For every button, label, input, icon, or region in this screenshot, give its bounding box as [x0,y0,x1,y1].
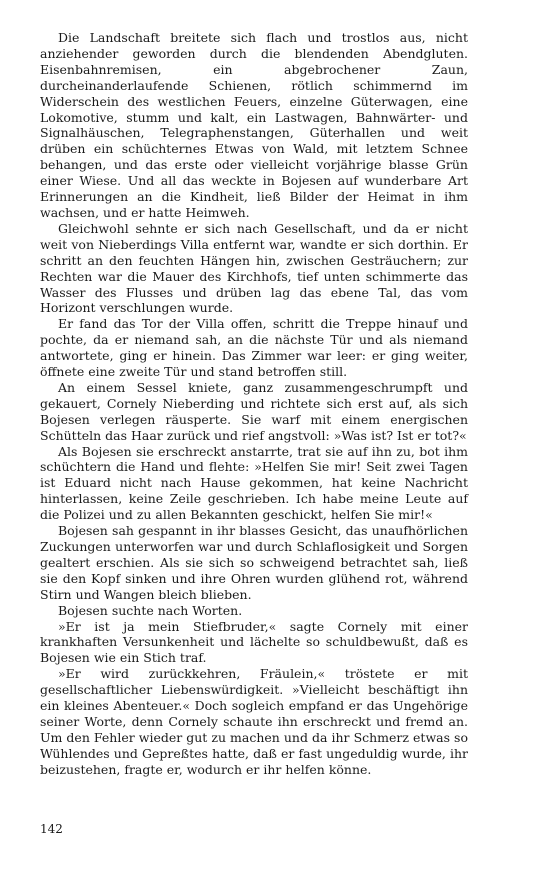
paragraph: Bojesen sah gespannt in ihr blasses Gesicht, das unaufhörlichen Zuckungen unterworfen war und durch Schlaflosigkeit und Sorgen gealtert erschien. Als sie sich so schweigend betrachtet sah, ließ sie den Kopf sinken und ihre Ohren wurden glühend rot, während Stirn und Wangen bleich blieben. [40,523,468,602]
paragraph: Gleichwohl sehnte er sich nach Gesellschaft, und da er nicht weit von Nieberdings Villa entfernt war, wandte er sich dorthin. Er schritt an den feuchten Hängen hin, zwischen Gesträuchern; zur Rechten war die Mauer des Kirchhofs, tief unten schimmerte das Wasser des Flusses und drüben lag das ebene Tal, das vom Horizont verschlungen wurde. [40,220,468,316]
page-number: 142 [40,822,63,836]
paragraph: An einem Sessel kniete, ganz zusammengeschrumpft und gekauert, Cornely Nieberding und richtete sich erst auf, als sich Bojesen verlegen räusperte. Sie warf mit einem energischen Schütteln das Haar zurück und rief angstvoll: »Was ist? Ist er tot?« [40,379,468,443]
paragraph: Als Bojesen sie erschreckt anstarrte, trat sie auf ihn zu, bot ihm schüchtern die Hand und flehte: »Helfen Sie mir! Seit zwei Tagen ist Eduard nicht nach Hause gekommen, hat keine Nachricht hinterlassen, keine Zeile geschrieben. Ich habe meine Leute auf die Polizei und zu allen Bekannten geschickt, helfen Sie mir!« [40,443,468,523]
paragraph: Bojesen suchte nach Worten. [58,602,243,618]
paragraph: Die Landschaft breitete sich flach und trostlos aus, nicht anziehender geworden durch die blendenden Abendgluten. Eisenbahnremisen, ein abgebrochener Zaun, durcheinanderlaufende Schienen, rötlich schimmernd im Widerschein des westlichen Feuers, einzelne Güterwagen, eine Lokomotive, stumm und kalt, ein Lastwagen, Bahnwärter- und Signalhäuschen, Telegraphenstangen, Güterhallen und weit drüben ein schüchternes Etwas von Wald, mit letztem Schnee behangen, und das erste oder vielleicht vorjährige blasse Grün einer Wiese. Und all das weckte in Bojesen auf wunderbare Art Erinnerungen an die Kindheit, ließ Bilder der Heimat in ihm wachsen, und er hatte Heimweh. [40,30,468,220]
page-body [40,30,468,778]
paragraph: »Er ist ja mein Stiefbruder,« sagte Cornely mit einer krankhaften Versunkenheit und lächelte so schuldbewußt, daß es Bojesen wie ein Stich traf. [40,618,468,666]
paragraph: »Er wird zurückkehren, Fräulein,« tröstete er mit gesellschaftlicher Liebenswürdigkeit. »Vielleicht beschäftigt ihn ein kleines Abenteuer.« Doch sogleich empfand er das Ungehörige seiner Worte, denn Cornely schaute ihn erschreckt und fremd an. Um den Fehler wieder gut zu machen und da ihr Schmerz etwas so Wühlendes und Gepreßtes hatte, daß er fast ungeduldig wurde, ihr beizustehen, fragte er, wodurch er ihr helfen könne. [40,666,468,777]
paragraph: Er fand das Tor der Villa offen, schritt die Treppe hinauf und pochte, da er niemand sah, an die nächste Tür und als niemand antwortete, ging er hinein. Das Zimmer war leer: er ging weiter, öffnete eine zweite Tür und stand betroffen still. [40,316,468,380]
